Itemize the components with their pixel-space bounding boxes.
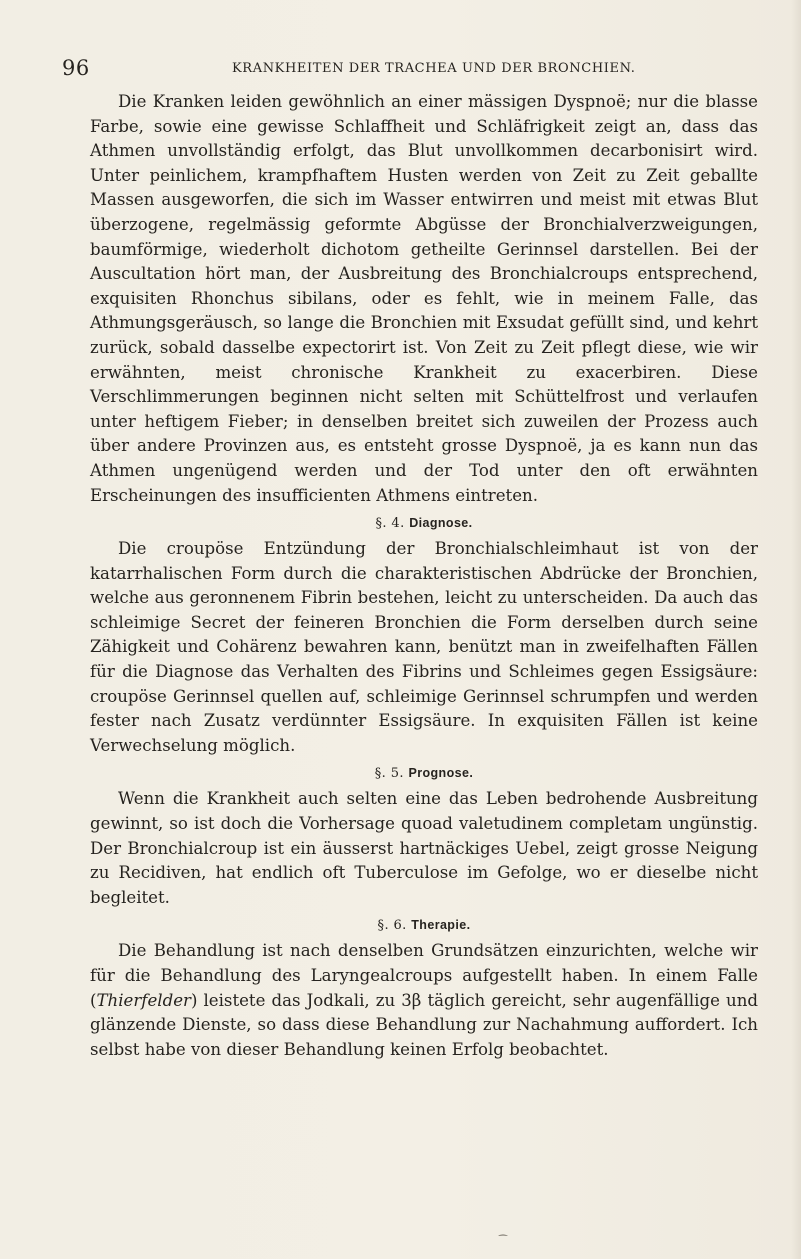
section-number: §. 6. — [377, 918, 407, 934]
page-edge-shadow — [791, 0, 801, 1259]
page-header — [62, 56, 762, 86]
section-title: Diagnose. — [409, 516, 473, 531]
page-number: 96 — [62, 56, 90, 80]
section-heading-therapie — [90, 915, 758, 936]
paragraph-therapie — [90, 939, 758, 1062]
section-title: Therapie. — [411, 918, 471, 933]
therapie-text-start: Die Behandlung ist nach denselben Grundsätzen einzurichten, welche wir für die Behandlung des Laryngealcroups aufgestellt haben. In einem Falle ( — [90, 941, 758, 1010]
paragraph-diagnose: Die croupöse Entzündung der Bronchialschleimhaut ist von der katarrhalischen Form durch die charakteristischen Abdrücke der Bronchien, welche aus geronnenem Fibrin bestehen, leicht zu unterscheiden. Da auch das schleimige Secret der feineren Bronchien die Form derselben durch seine Zähigkeit und Cohärenz bewahren kann, benützt man in zweifelhaften Fällen für die Diagnose das Verhalten des Fibrins und Schleimes gegen Essigsäure: croupöse Gerinnsel quellen auf, schleimige Gerinnsel schrumpfen und werden fester nach Zusatz verdünnter Essigsäure. In exquisiten Fällen ist keine Verwechselung möglich. — [90, 539, 758, 755]
author-name: Thierfelder — [96, 990, 191, 1010]
paragraph-symptoms: Die Kranken leiden gewöhnlich an einer mässigen Dyspnoë; nur die blasse Farbe, sowie eine gewisse Schlaffheit und Schläfrigkeit zeigt an, dass das Athmen unvollständig erfolgt, das Blut unvollkommen decarbonisirt wird. Unter peinlichem, krampfhaftem Husten werden von Zeit zu Zeit geballte Massen ausgeworfen, die sich im Wasser entwirren und meist mit etwas Blut überzogene, regelmässig geformte Abgüsse der Bronchialverzweigungen, baumförmige, wiederholt dichotom getheilte Gerinnsel darstellen. Bei der Auscultation hört man, der Ausbreitung des Bronchialcroups entsprechend, exquisiten Rhonchus sibilans, oder es fehlt, wie in meinem Falle, das Athmungsgeräusch, so lange die Bronchien mit Exsudat gefüllt sind, und kehrt zurück, sobald dasselbe expectorirt ist. Von Zeit zu Zeit pflegt diese, wie wir erwähnten, meist chronische Krankheit zu exacerbiren. Diese Verschlimmerungen beginnen nicht selten mit Schüttelfrost und verlaufen unter heftigem Fieber; in denselben breitet sich zuweilen der Prozess auch über andere Provinzen aus, es entsteht grosse Dyspnoë, ja es kann nun das Athmen ungenügend werden und der Tod unter den oft erwähnten Erscheinungen des insufficienten Athmens eintreten. — [90, 92, 758, 505]
paragraph-prognose: Wenn die Krankheit auch selten eine das Leben bedrohende Ausbreitung gewinnt, so ist doch die Vorhersage quoad valetudinem completam ungünstig. Der Bronchialcroup ist ein äusserst hartnäckiges Uebel, zeigt grosse Neigung zu Recidiven, hat endlich oft Tuberculose im Gefolge, wo er dieselbe nicht begleitet. — [90, 789, 758, 907]
section-heading-prognose — [90, 763, 758, 784]
therapie-text-end: ) leistete das Jodkali, zu 3β täglich gereicht, sehr augenfällige und glänzende Dienste, so dass diese Behandlung zur Nachahmung auffordert. Ich selbst habe von dieser Behandlung keinen Erfolg beobachtet. — [90, 990, 758, 1059]
print-mark: ⁀ — [499, 1236, 508, 1247]
section-number: §. 5. — [374, 766, 404, 782]
section-heading-diagnose — [90, 513, 758, 534]
running-head: KRANKHEITEN DER TRACHEA UND DER BRONCHIEN. — [232, 61, 636, 76]
section-number: §. 4. — [375, 516, 405, 532]
section-title: Prognose. — [408, 766, 474, 781]
body-text — [90, 90, 758, 1062]
